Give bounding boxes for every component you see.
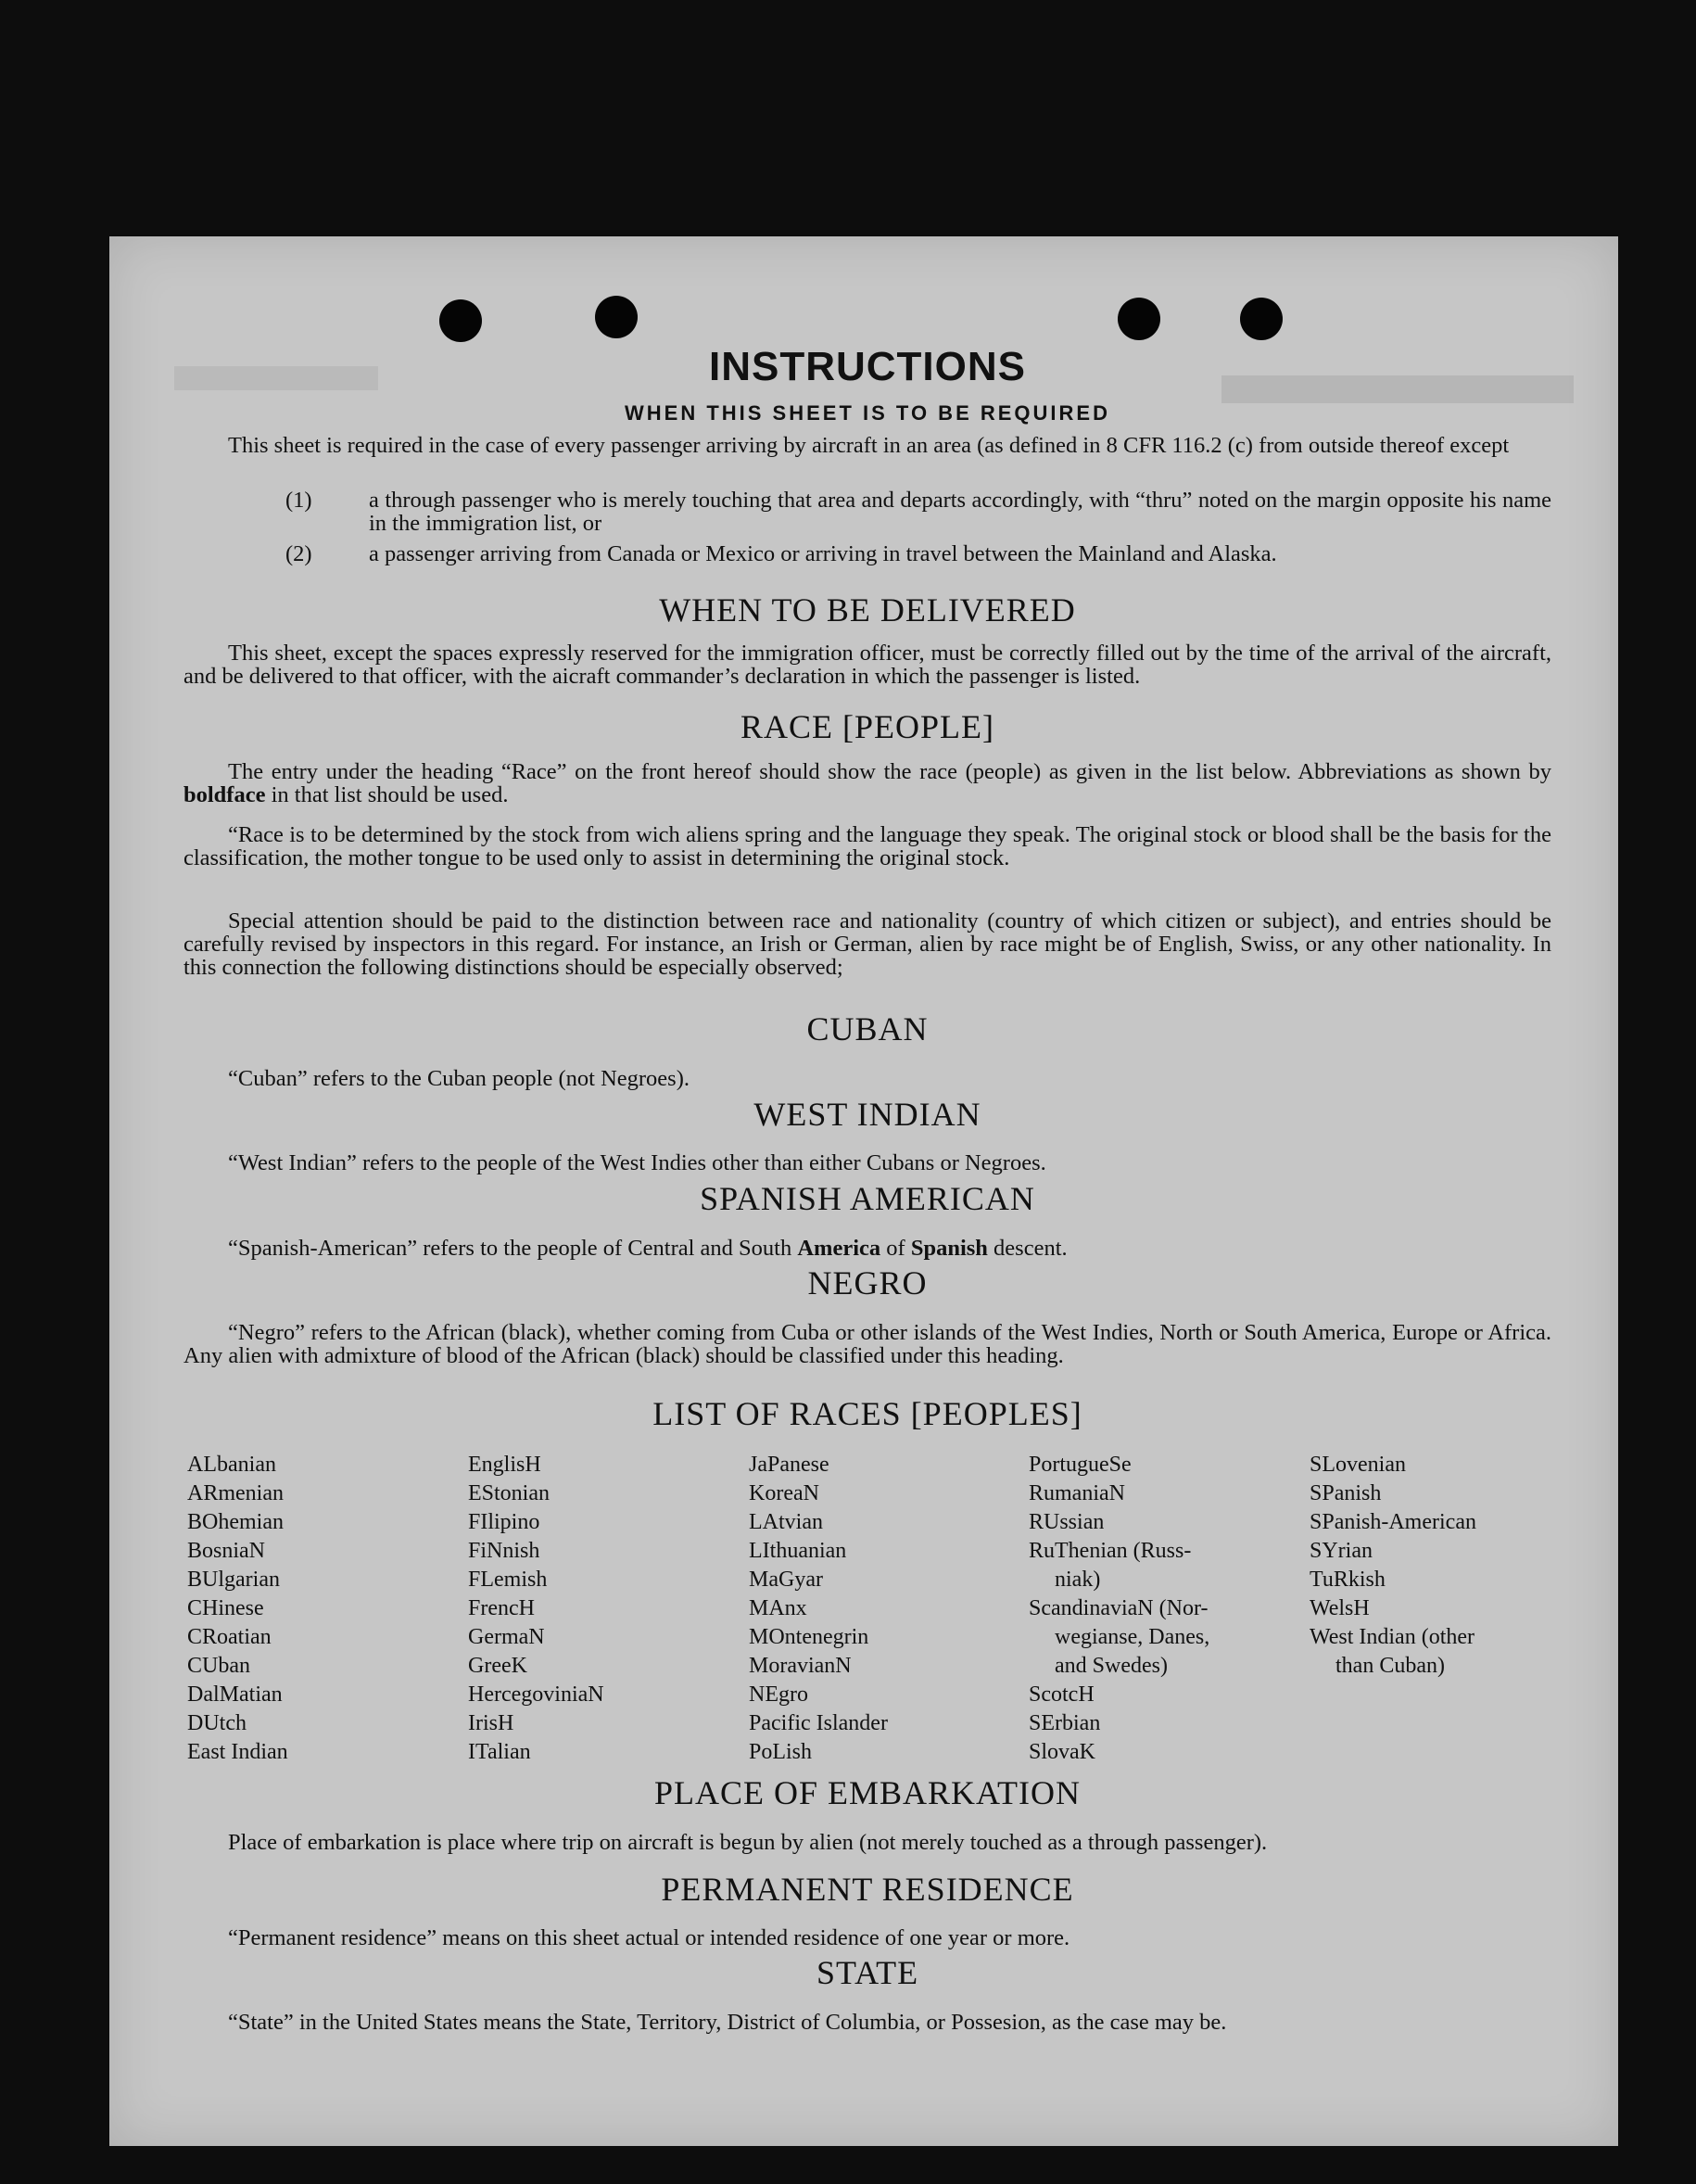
- race-entry: CHinese: [187, 1596, 264, 1620]
- race-entry: NEgro: [749, 1682, 808, 1707]
- race-entry: BosniaN: [187, 1539, 265, 1563]
- races-column-2: [468, 1451, 604, 1767]
- section-heading-embarkation: PLACE OF EMBARKATION: [653, 1774, 1082, 1811]
- races-column-4: [1029, 1451, 1209, 1767]
- race-entry: SErbian: [1029, 1711, 1101, 1735]
- race-entry: MOntenegrin: [749, 1625, 869, 1649]
- section-heading-west-indian: WEST INDIAN: [753, 1096, 981, 1133]
- state-text: “State” in the United States means the State, Territory, District of Columbia, or Possesion, as the case may be.: [228, 2010, 1227, 2035]
- race-entry: GreeK: [468, 1654, 527, 1678]
- section-heading-spanish-american: SPANISH AMERICAN: [700, 1180, 1035, 1217]
- race-entry: SlovaK: [1029, 1740, 1095, 1764]
- race-entry: wegianse, Danes,: [1055, 1625, 1210, 1649]
- document-page: [109, 236, 1618, 2146]
- embarkation-text: Place of embarkation is place where trip on aircraft is begun by alien (not merely touched as a through passenger).: [228, 1830, 1268, 1855]
- race-entry: EnglisH: [468, 1453, 541, 1477]
- race-entry: IrisH: [468, 1711, 514, 1735]
- race-entry: SYrian: [1310, 1539, 1373, 1563]
- race-entry: Pacific Islander: [749, 1711, 888, 1735]
- negro-text: “Negro” refers to the African (black), whether coming from Cuba or other islands of the West Indies, North or South America, Europe or Africa. Any alien with admixture of blood of the African (black) should be classified under this heading.: [184, 1320, 1551, 1368]
- punch-hole: [439, 299, 482, 342]
- race-entry: CRoatian: [187, 1625, 272, 1649]
- race-entry: RuThenian (Russ-: [1029, 1539, 1192, 1563]
- race-paragraph-3: Special attention should be paid to the distinction between race and nationality (country of which citizen or subject), and entries should be carefully revised by inspectors in this regard. For instance, an Irish or German, alien by race might be of English, Swiss, or any other nationality. In this connection the following distinctions should be especially observed;: [184, 908, 1551, 980]
- races-column-3: [749, 1451, 888, 1767]
- race-entry: WelsH: [1310, 1596, 1370, 1620]
- cuban-text: “Cuban” refers to the Cuban people (not Negroes).: [228, 1066, 690, 1091]
- required-intro: This sheet is required in the case of every passenger arriving by aircraft in an area (as defined in 8 CFR 116.2 (c) from outside thereof except: [228, 433, 1510, 458]
- spanish-american-text: “Spanish-American” refers to the people of Central and South America of Spanish descent.: [228, 1236, 1068, 1261]
- races-list: [184, 1451, 1551, 1766]
- race-entry: HercegoviniaN: [468, 1682, 604, 1707]
- race-entry: FrencH: [468, 1596, 535, 1620]
- section-heading-list-of-races: LIST OF RACES [PEOPLES]: [652, 1395, 1082, 1432]
- race-entry: niak): [1055, 1568, 1101, 1592]
- race-entry: DUtch: [187, 1711, 247, 1735]
- race-entry: JaPanese: [749, 1453, 829, 1477]
- section-heading-cuban: CUBAN: [806, 1010, 929, 1048]
- race-entry: GermaN: [468, 1625, 545, 1649]
- race-entry: ARmenian: [187, 1481, 284, 1505]
- race-entry: LIthuanian: [749, 1539, 847, 1563]
- race-entry: than Cuban): [1335, 1654, 1445, 1678]
- section-heading-race: RACE [PEOPLE]: [740, 708, 994, 745]
- race-entry: SPanish-American: [1310, 1510, 1476, 1534]
- section-heading-delivered: WHEN TO BE DELIVERED: [659, 591, 1076, 629]
- race-entry: ITalian: [468, 1740, 531, 1764]
- race-entry: PoLish: [749, 1740, 813, 1764]
- race-entry: MAnx: [749, 1596, 807, 1620]
- residence-text: “Permanent residence” means on this sheet actual or intended residence of one year or more.: [228, 1925, 1070, 1950]
- race-entry: SPanish: [1310, 1481, 1382, 1505]
- race-entry: DalMatian: [187, 1682, 283, 1707]
- exception-item-2: [285, 542, 1551, 565]
- punch-hole: [1240, 298, 1283, 340]
- race-entry: West Indian (other: [1310, 1625, 1475, 1649]
- race-entry: EStonian: [468, 1481, 550, 1505]
- race-entry: RUssian: [1029, 1510, 1105, 1534]
- race-entry: SLovenian: [1310, 1453, 1406, 1477]
- exception-item-1: [285, 489, 1551, 535]
- race-entry: East Indian: [187, 1740, 288, 1764]
- race-entry: and Swedes): [1055, 1654, 1168, 1678]
- punch-hole: [1118, 298, 1160, 340]
- section-heading-residence: PERMANENT RESIDENCE: [661, 1871, 1074, 1908]
- race-entry: KoreaN: [749, 1481, 819, 1505]
- delivered-text: This sheet, except the spaces expressly reserved for the immigration officer, must be correctly filled out by the time of the arrival of the aircraft, and be delivered to that officer, with the aicraft commander’s declaration in which the passenger is listed.: [184, 641, 1551, 689]
- page-title: INSTRUCTIONS: [709, 344, 1026, 389]
- race-entry: BOhemian: [187, 1510, 284, 1534]
- race-entry: CUban: [187, 1654, 250, 1678]
- section-heading-negro: NEGRO: [807, 1264, 928, 1302]
- west-indian-text: “West Indian” refers to the people of the West Indies other than either Cubans or Negroes.: [228, 1150, 1046, 1175]
- race-paragraph-2: “Race is to be determined by the stock from wich aliens spring and the language they speak. The original stock or blood shall be the basis for the classification, the mother tongue to be used only to assist in determining the original stock.: [184, 822, 1551, 870]
- section-heading-state: STATE: [816, 1954, 919, 1991]
- race-entry: FLemish: [468, 1568, 548, 1592]
- boldface-word: boldface: [184, 782, 266, 807]
- race-entry: BUlgarian: [187, 1568, 280, 1592]
- exception-text: a passenger arriving from Canada or Mexico or arriving in travel between the Mainland and Alaska.: [369, 541, 1277, 566]
- races-column-5: [1310, 1451, 1476, 1681]
- race-entry: LAtvian: [749, 1510, 823, 1534]
- race-entry: RumaniaN: [1029, 1481, 1125, 1505]
- race-entry: MoravianN: [749, 1654, 852, 1678]
- punch-hole: [595, 296, 638, 338]
- race-entry: PortugueSe: [1029, 1453, 1132, 1477]
- race-entry: MaGyar: [749, 1568, 823, 1592]
- race-paragraph-1: The entry under the heading “Race” on the front hereof should show the race (people) as given in the list below. Abbreviations as shown by boldface in that list should be used.: [184, 759, 1551, 807]
- exception-number: (2): [285, 541, 312, 566]
- race-entry: ScotcH: [1029, 1682, 1095, 1707]
- exception-number: (1): [285, 488, 312, 513]
- exception-text: a through passenger who is merely touching that area and departs accordingly, with “thru” noted on the margin opposite his name in the immigration list, or: [369, 488, 1551, 536]
- race-entry: FIlipino: [468, 1510, 540, 1534]
- race-entry: ScandinaviaN (Nor-: [1029, 1596, 1209, 1620]
- races-column-1: [187, 1451, 288, 1767]
- race-entry: TuRkish: [1310, 1568, 1386, 1592]
- race-entry: ALbanian: [187, 1453, 276, 1477]
- section-heading-required: WHEN THIS SHEET IS TO BE REQUIRED: [625, 401, 1110, 425]
- race-entry: FiNnish: [468, 1539, 540, 1563]
